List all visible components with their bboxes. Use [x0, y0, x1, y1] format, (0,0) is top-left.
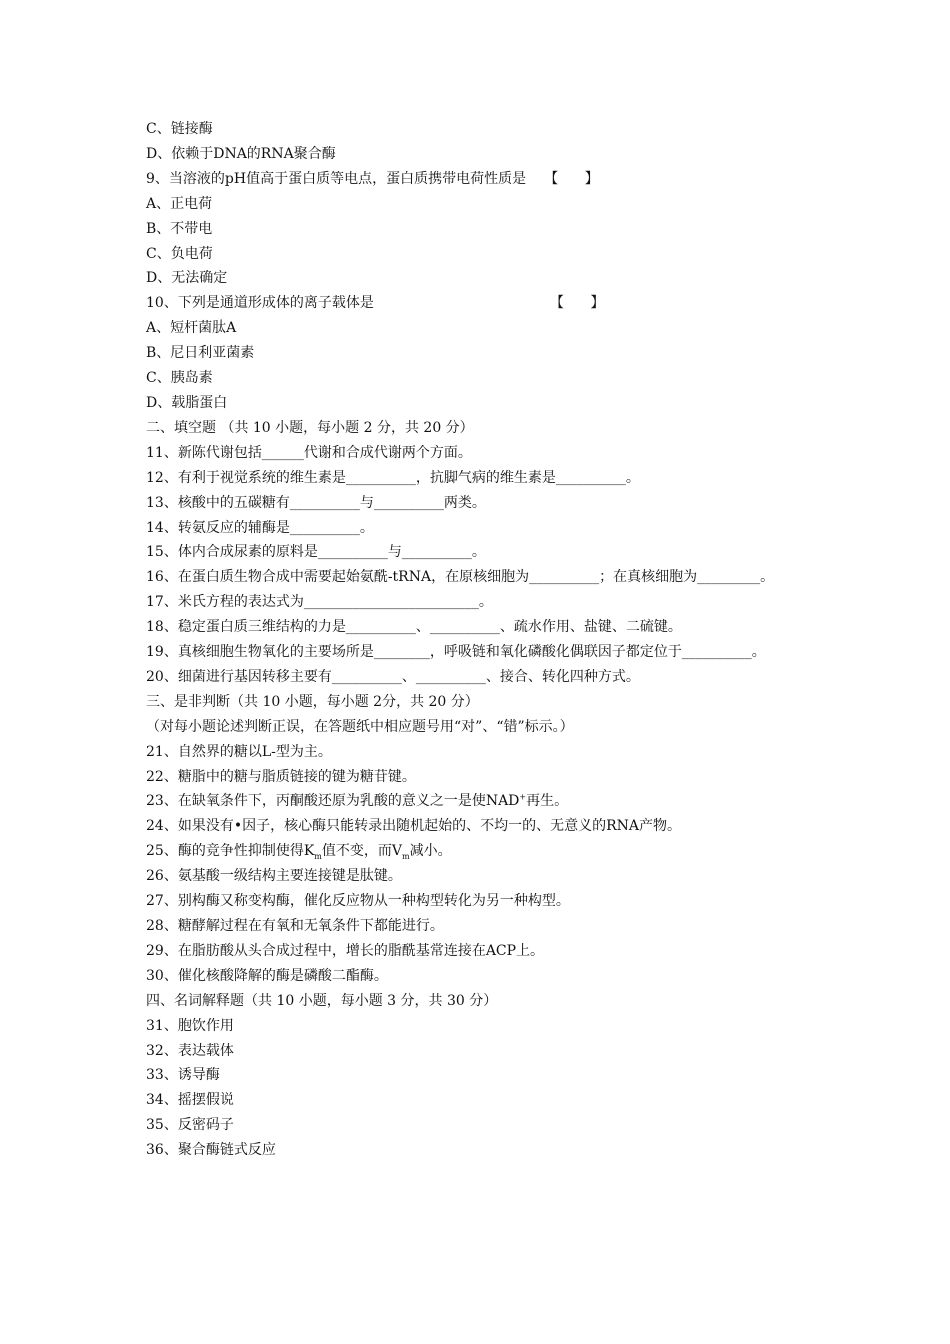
option-10a: A、短杆菌肽A [146, 320, 237, 337]
option-8c: C、链接酶 [146, 121, 213, 137]
option-10c: C、胰岛素 [146, 370, 213, 387]
question-25-text-c: 减小。 [409, 843, 452, 860]
subscript-km: m [314, 852, 322, 862]
question-11: 11、新陈代谢包括______代谢和合成代谢两个方面。 [146, 444, 472, 461]
question-27: 27、别构酶又称变构酶，催化反应物从一种构型转化为另一种构型。 [146, 893, 570, 910]
question-25-text-b: 值不变，而V [321, 843, 402, 860]
question-33: 33、诱导酶 [146, 1067, 220, 1084]
superscript-plus: + [519, 792, 527, 802]
question-21: 21、自然界的糖以L-型为主。 [146, 743, 332, 760]
question-15: 15、体内合成尿素的原料是__________与__________。 [146, 544, 486, 561]
question-22: 22、糖脂中的糖与脂质链接的键为糖苷键。 [146, 768, 416, 785]
exam-page [146, 117, 816, 1163]
question-31: 31、胞饮作用 [146, 1017, 234, 1034]
question-25 [146, 839, 816, 864]
answer-bracket-10: 【 】 [549, 295, 605, 312]
question-23-text: 23、在缺氧条件下，丙酮酸还原为乳酸的意义之一是使NAD [146, 793, 520, 810]
answer-bracket-9: 【 】 [544, 170, 599, 187]
question-12: 12、有利于视觉系统的维生素是__________，抗脚气病的维生素是__________。 [146, 469, 640, 486]
option-10d: D、载脂蛋白 [146, 394, 228, 411]
question-23-tail: 再生。 [526, 793, 569, 810]
section-3-instruction: （对每小题论述判断正误，在答题纸中相应题号用“对”、“错”标示。） [146, 718, 574, 735]
question-9 [146, 167, 816, 192]
question-13: 13、核酸中的五碳糖有__________与__________两类。 [146, 494, 486, 511]
question-17: 17、米氏方程的表达式为_________________________。 [146, 594, 493, 611]
question-10 [146, 291, 816, 316]
question-30: 30、催化核酸降解的酶是磷酸二酯酶。 [146, 967, 388, 984]
question-18: 18、稳定蛋白质三维结构的力是__________、__________、疏水作用、盐键、二硫键。 [146, 619, 682, 636]
option-9a: A、正电荷 [146, 195, 213, 212]
question-23 [146, 789, 816, 814]
question-26: 26、氨基酸一级结构主要连接键是肽键。 [146, 868, 402, 885]
question-36: 36、聚合酶链式反应 [146, 1142, 276, 1159]
section-4-header: 四、名词解释题（共 10 小题，每小题 3 分，共 30 分） [146, 992, 498, 1009]
section-3-header: 三、是非判断（共 10 小题，每小题 2分，共 20 分） [146, 693, 479, 710]
question-24: 24、如果没有•因子，核心酶只能转录出随机起始的、不均一的、无意义的RNA产物。 [146, 818, 681, 835]
option-8d: D、依赖于DNA的RNA聚合酶 [146, 145, 336, 162]
option-9b: B、不带电 [146, 220, 213, 237]
question-34: 34、摇摆假说 [146, 1092, 234, 1109]
question-29: 29、在脂肪酸从头合成过程中，增长的脂酰基常连接在ACP上。 [146, 942, 545, 959]
question-20: 20、细菌进行基因转移主要有__________、__________、接合、转化四种方式。 [146, 668, 640, 685]
question-14: 14、转氨反应的辅酶是__________。 [146, 519, 374, 536]
question-28: 28、糖酵解过程在有氧和无氧条件下都能进行。 [146, 918, 444, 934]
option-10b: B、尼日利亚菌素 [146, 345, 255, 362]
section-2-header: 二、填空题 （共 10 小题，每小题 2 分，共 20 分） [146, 419, 474, 436]
question-10-stem: 10、下列是通道形成体的离子载体是 [146, 295, 374, 312]
question-9-stem: 9、当溶液的pH值高于蛋白质等电点，蛋白质携带电荷性质是 [146, 170, 527, 187]
question-19: 19、真核细胞生物氧化的主要场所是________，呼吸链和氧化磷酸化偶联因子都定位于__________。 [146, 644, 766, 661]
subscript-vm: m [402, 852, 410, 862]
option-9c: C、负电荷 [146, 245, 213, 262]
question-16: 16、在蛋白质生物合成中需要起始氨酰-tRNA，在原核细胞为__________；在真核细胞为_________。 [146, 569, 775, 586]
option-9d: D、无法确定 [146, 270, 228, 287]
question-25-text-a: 25、酶的竞争性抑制使得K [146, 843, 315, 860]
question-35: 35、反密码子 [146, 1117, 234, 1134]
question-32: 32、表达载体 [146, 1042, 234, 1059]
